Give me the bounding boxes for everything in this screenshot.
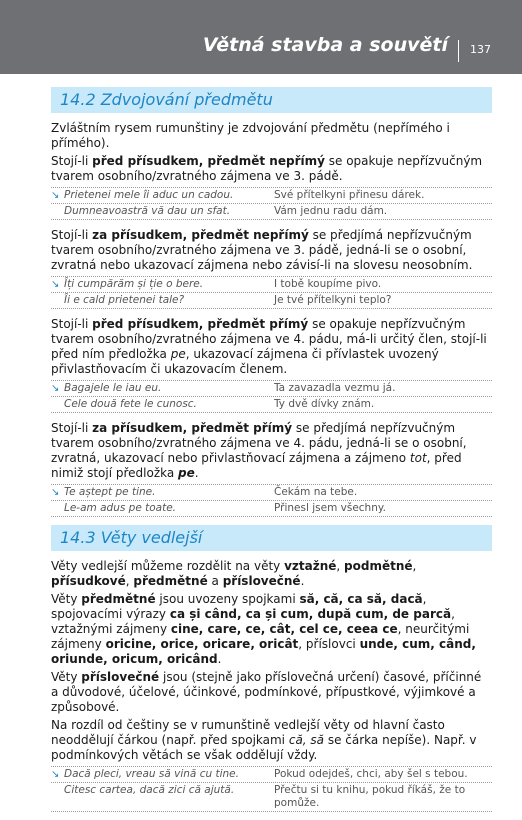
chapter-title: Větná stavba a souvětí [202, 34, 448, 56]
romanian-example: Cele două fete le cunosc. [64, 398, 197, 410]
bold-text: předmětné [81, 592, 156, 606]
text-run: , [336, 559, 345, 573]
text-run: Stojí-li [51, 228, 93, 242]
bold-text: za přísudkem, předmět nepřímý [92, 228, 309, 242]
text-run: Stojí-li [51, 317, 93, 331]
romanian-example: Prietenei mele îi aduc un cadou. [64, 189, 234, 201]
bold-text: před přísudkem, předmět nepřímý [92, 154, 325, 168]
text-run: , spojovacími výrazy [51, 592, 427, 621]
text-run: se předjímá nepřízvučným tvarem osobního/zvratného zájmena ve 4. pádu, jedná-li se o osobní, zvratná, ukazovací nebo přivlastňovací zájmena a zájmeno [51, 421, 467, 465]
romanian-example: Le-am adus pe toate. [64, 502, 177, 514]
arrow-icon: ↘ [51, 769, 60, 780]
arrow-icon [51, 784, 64, 810]
czech-translation: Přečtu si tu knihu, pokud říkáš, že to pomůže. [274, 784, 466, 809]
paragraph [51, 228, 492, 273]
example-row [51, 204, 492, 220]
romanian-example: Bagajele le iau eu. [64, 382, 162, 394]
page-number: 137 [470, 43, 491, 56]
arrow-icon: ↘ [51, 190, 60, 201]
paragraph [51, 317, 492, 377]
example-row [51, 276, 492, 293]
bold-text: před přísudkem, předmět přímý [92, 317, 309, 331]
bold-text: unde, cum, când, oriunde, oricum, oricând [51, 637, 476, 666]
italic-text: că, să [288, 733, 325, 747]
text-run: , před nimiž stojí předložka [51, 451, 462, 480]
example-row [51, 293, 492, 309]
bold-text: podmětné [344, 559, 413, 573]
text-run: , [125, 574, 134, 588]
czech-translation: Je tvé přítelkyni teplo? [274, 294, 392, 306]
paragraph [51, 718, 492, 763]
bold-text: oricine, orice, oricare, oricât [105, 637, 299, 651]
example-row [51, 783, 492, 812]
paragraph [51, 670, 492, 715]
romanian-example: Dacă pleci, vreau să vină cu tine. [64, 768, 239, 780]
text-run: , ukazovací zájmena či přívlastek uvozený přivlastňovacím či ukazovacím členem. [51, 347, 439, 376]
text-run: jsou (stejně jako příslovečná určení) časové, příčinné a důvodové, účelové, účinkové, podmínkové, přípustkové, výjimkové a způsobové. [51, 670, 482, 714]
example-table [51, 276, 492, 309]
paragraph [51, 121, 492, 151]
czech-translation: Pokud odejdeš, chci, aby šel s tebou. [274, 768, 468, 780]
example-row [51, 484, 492, 501]
czech-translation: Ta zavazadla vezmu já. [274, 382, 396, 394]
bold-italic-text: pe [178, 466, 195, 480]
paragraph [51, 559, 492, 589]
section-heading: 14.2 Zdvojování předmětu [51, 87, 492, 113]
czech-translation: Své přítelkyni přinesu dárek. [274, 189, 425, 201]
text-run: se opakuje nepřízvučným tvarem osobního/zvratného zájmena ve 3. pádě. [51, 154, 483, 183]
czech-translation: Vám jednu radu dám. [274, 205, 388, 217]
text-run: a [207, 574, 223, 588]
bold-text: předmětné [133, 574, 208, 588]
paragraph [51, 421, 492, 481]
text-run: se čárka nepíše). Např. v podmínkových větách se však oddělují vždy. [51, 733, 477, 762]
romanian-example: Te aștept pe tine. [64, 486, 156, 498]
czech-translation: I tobě koupíme pivo. [274, 278, 382, 290]
text-run: , [412, 559, 417, 573]
example-table [51, 766, 492, 812]
text-run: Stojí-li [51, 421, 93, 435]
text-run: , neurčitými zájmeny [51, 622, 470, 651]
page-header [0, 0, 522, 74]
bold-text: za přísudkem, předmět přímý [92, 421, 293, 435]
romanian-example: Dumneavoastră vă dau un sfat. [64, 205, 231, 217]
text-run: Stojí-li [51, 154, 93, 168]
bold-text: příslovečné [81, 670, 160, 684]
section-heading: 14.3 Věty vedlejší [51, 525, 492, 551]
example-row [51, 397, 492, 413]
page-content [51, 87, 492, 820]
arrow-icon: ↘ [51, 383, 60, 394]
text-run: se předjímá nepřízvučným tvarem osobního/zvratného zájmena ve 3. pádě, jedná-li se o osobní, zvratná nebo ukazovací zájmena nebo závisí-li na slovesu neosobním. [51, 228, 473, 272]
czech-translation: Přinesl jsem všechny. [274, 502, 386, 514]
italic-text: pe [170, 347, 186, 361]
romanian-example: Citesc cartea, dacă zici că ajută. [64, 784, 235, 796]
text-run: Věty [51, 670, 82, 684]
arrow-icon: ↘ [51, 279, 60, 290]
text-run: , příslovci [298, 637, 360, 651]
text-run: . [217, 652, 222, 666]
text-run: Věty [51, 592, 82, 606]
text-run: Na rozdíl od češtiny se v rumunštině vedlejší věty od hlavní často neoddělují čárkou (např. před spojkami [51, 718, 445, 747]
bold-text: ca și când, ca și cum, după cum, de parcă [169, 607, 452, 621]
example-row [51, 187, 492, 204]
paragraph [51, 154, 492, 184]
italic-text: tot [409, 451, 427, 465]
example-table [51, 484, 492, 517]
text-run: . [194, 466, 199, 480]
example-row [51, 501, 492, 517]
bold-text: să, că, ca să, dacă [299, 592, 423, 606]
romanian-example: Îi e cald prietenei tale? [64, 294, 185, 306]
bold-text: příslovečné [222, 574, 301, 588]
example-table [51, 187, 492, 220]
arrow-icon [51, 398, 64, 411]
bold-text: vztažné [284, 559, 337, 573]
paragraph [51, 592, 492, 667]
arrow-icon [51, 502, 64, 515]
bold-text: cine, care, ce, cât, cel ce, ceea ce [170, 622, 398, 636]
romanian-example: Îți cumpărăm și ție o bere. [64, 278, 204, 290]
example-row [51, 380, 492, 397]
text-run: Zvláštním rysem rumunštiny je zdvojování předmětu (nepřímého i přímého). [51, 121, 450, 150]
text-run: se opakuje nepřízvučným tvarem osobního/zvratného zájmena ve 4. pádu, má-li určitý člen, stojí-li před ním předložka [51, 317, 487, 361]
czech-translation: Čekám na tebe. [274, 486, 358, 498]
arrow-icon: ↘ [51, 487, 60, 498]
czech-translation: Ty dvě dívky znám. [274, 398, 375, 410]
bold-text: přísudkové [51, 574, 126, 588]
text-run: Věty vedlejší můžeme rozdělit na věty [51, 559, 285, 573]
arrow-icon [51, 294, 64, 307]
text-run: . [300, 574, 305, 588]
example-table [51, 380, 492, 413]
example-row [51, 766, 492, 783]
arrow-icon [51, 205, 64, 218]
text-run: , vztažnými zájmeny [51, 607, 455, 636]
text-run: jsou uvozeny spojkami [155, 592, 300, 606]
header-divider [458, 40, 459, 62]
